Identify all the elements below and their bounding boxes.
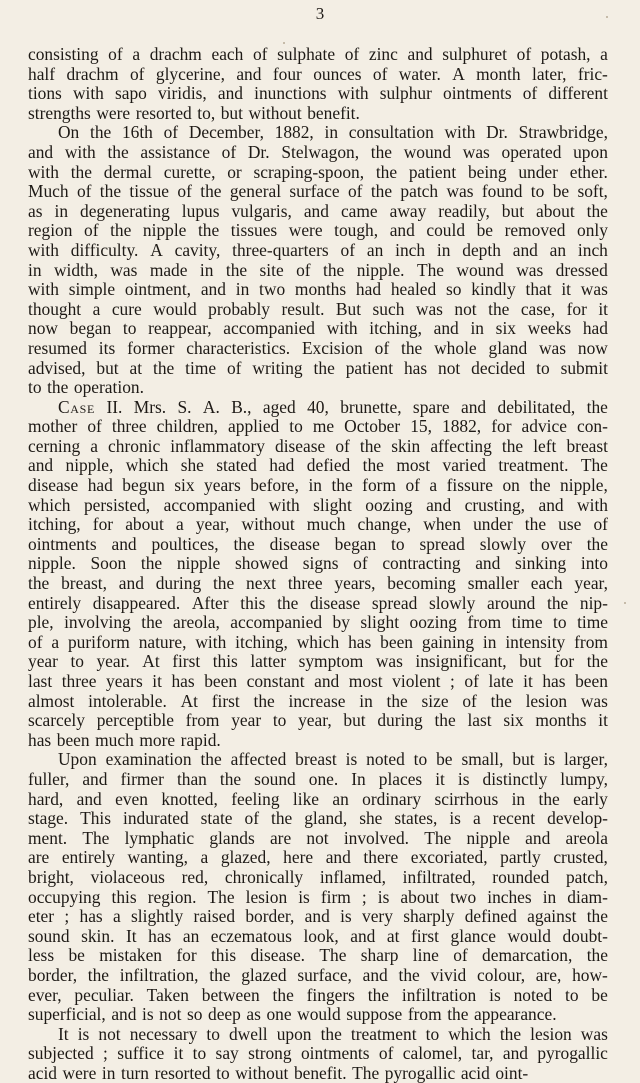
- paragraph: [28, 1025, 608, 1083]
- text-line: tions with sapo viridis, and inunctions with sulphur ointments of different: [28, 83, 608, 104]
- text-line: are entirely wanting, a glazed, here and there excoriated, partly crusted,: [28, 847, 608, 868]
- text-line: of a puriform nature, with itching, which has been gaining in intensity from: [28, 631, 608, 652]
- text-line: advised, but at the time of writing the patient has not decided to submit: [28, 357, 608, 378]
- text-line: eter ; has a slightly raised border, and is very sharply defined against the: [28, 906, 608, 927]
- text-line: border, the infiltration, the glazed surface, and the vivid colour, are, how-: [28, 964, 608, 985]
- text-line: occupying this region. The lesion is firm ; is about two inches in diam-: [28, 886, 608, 907]
- text-line: disease had begun six years before, in the form of a fissure on the nipple,: [28, 475, 608, 496]
- body-text: [28, 45, 608, 1083]
- text-line: consisting of a drachm each of sulphate of zinc and sulphuret of potash, a: [28, 44, 608, 64]
- text-line: hard, and even knotted, feeling like an ordinary scirrhous in the early: [28, 788, 608, 809]
- text-line: ever, peculiar. Taken between the fingers the infiltration is noted to be: [28, 984, 608, 1005]
- text-line: bright, violaceous red, chronically inflamed, infiltrated, rounded patch,: [28, 866, 608, 887]
- paragraph: [28, 123, 608, 397]
- text-line: resumed its former characteristics. Excision of the whole gland was now: [28, 337, 608, 358]
- text-line: Much of the tissue of the general surface of the patch was found to be soft,: [28, 181, 608, 202]
- text-line: in width, was made in the site of the nipple. The wound was dressed: [28, 259, 608, 280]
- text-line: ointments and poultices, the disease began to spread slowly over the: [28, 533, 608, 554]
- text-line: ment. The lymphatic glands are not involved. The nipple and areola: [28, 827, 608, 848]
- text-line: superficial, and is not so deep as one would suppose from the appearance.: [28, 1004, 557, 1025]
- text-line: fuller, and firmer than the sound one. In places it is distinctly lumpy,: [28, 768, 608, 789]
- text-line: subjected ; suffice it to say strong ointments of calomel, tar, and pyrogallic: [28, 1043, 608, 1064]
- text-line: acid were in turn resorted to without benefit. The pyrogallic acid oint-: [28, 1062, 529, 1083]
- paper-speck: [624, 602, 626, 604]
- text-line: itching, for about a year, without much change, when under the use of: [28, 514, 608, 535]
- paragraph: [28, 398, 608, 751]
- text-line: with simple ointment, and in two months had healed so kindly that it was: [28, 279, 608, 300]
- text-line: half drachm of glycerine, and four ounces of water. A month later, fric-: [28, 63, 608, 84]
- paragraph: [28, 750, 608, 1024]
- text-line: mother of three children, applied to me October 15, 1882, for advice con-: [28, 416, 608, 437]
- text-line: and with the assistance of Dr. Stelwagon, the wound was operated upon: [28, 141, 608, 162]
- text-line: has been much more rapid.: [28, 729, 221, 750]
- text-line: with the dermal curette, or scraping-spoon, the patient being under ether.: [28, 161, 608, 182]
- text-line: Upon examination the affected breast is noted to be small, but is larger,: [58, 749, 608, 770]
- text-line: stage. This indurated state of the gland, she states, is a recent develop-: [28, 808, 608, 829]
- text-line: entirely disappeared. After this the disease spread slowly around the nip-: [28, 592, 608, 613]
- text-line: Case II. Mrs. S. A. B., aged 40, brunette, spare and debilitated, the: [58, 396, 608, 417]
- text-line: sound skin. It has an eczematous look, and at first glance would doubt-: [28, 925, 608, 946]
- text-line: now began to reappear, accompanied with itching, and in six weeks had: [28, 318, 608, 339]
- text-line: almost intolerable. At first the increase in the size of the lesion was: [28, 690, 608, 711]
- text-line: year to year. At first this latter symptom was insignificant, but for the: [28, 651, 608, 672]
- text-line: ple, involving the areola, accompanied by slight oozing from time to time: [28, 612, 608, 633]
- text-line: and nipple, which she stated had defied the most varied treatment. The: [28, 455, 608, 476]
- text-line: the breast, and during the next three years, becoming smaller each year,: [28, 573, 608, 594]
- text-line: last three years it has been constant and most violent ; of late it has been: [28, 671, 608, 691]
- text-line: less be mistaken for this disease. The sharp line of demarcation, the: [28, 945, 608, 966]
- text-line: region of the nipple the tissues were tough, and could be removed only: [28, 220, 608, 241]
- paragraph: [28, 45, 608, 123]
- text-line: scarcely perceptible from year to year, but during the last six months it: [28, 710, 608, 731]
- text-line: as in degenerating lupus vulgaris, and came away readily, but about the: [28, 200, 608, 221]
- text-line: cerning a chronic inflammatory disease of the skin affecting the left breast: [28, 435, 608, 456]
- paper-speck: [283, 42, 285, 44]
- page-number: 3: [315, 4, 325, 23]
- text-line: On the 16th of December, 1882, in consultation with Dr. Strawbridge,: [58, 122, 608, 143]
- text-line: nipple. Soon the nipple showed signs of contracting and sinking into: [28, 553, 608, 574]
- text-line: It is not necessary to dwell upon the treatment to which the lesion was: [58, 1023, 608, 1044]
- text-line: to the operation.: [28, 377, 144, 398]
- text-line: with difficulty. A cavity, three-quarters of an inch in depth and an inch: [28, 239, 608, 260]
- text-line: strengths were resorted to, but without benefit.: [28, 102, 360, 123]
- text-line: which persisted, accompanied with slight oozing and crusting, and with: [28, 494, 608, 515]
- paper-speck: [606, 16, 608, 18]
- text-line: thought a cure would probably result. But such was not the case, for it: [28, 298, 608, 319]
